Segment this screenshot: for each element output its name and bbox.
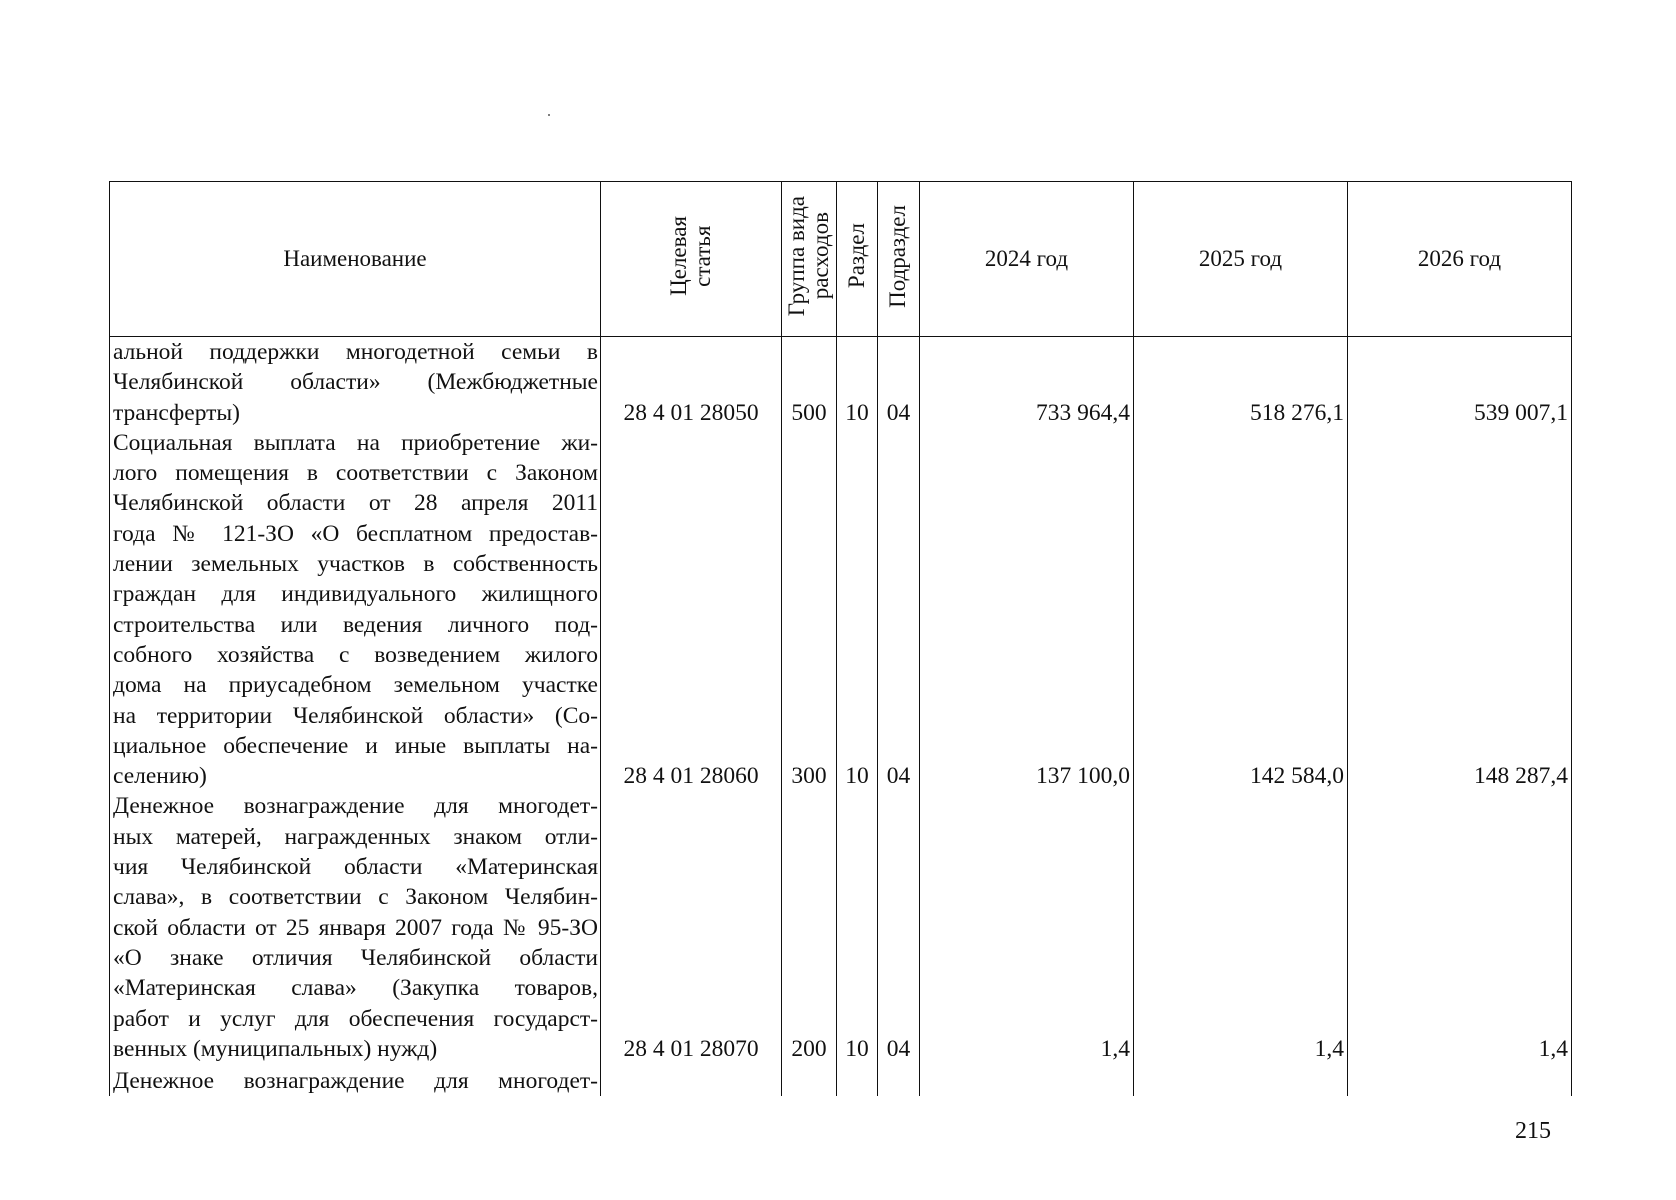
empty-cell <box>1348 1064 1572 1096</box>
row-target-article: 28 4 01 28050 <box>601 337 782 428</box>
header-expense-group-line1: Группа вида <box>783 195 809 317</box>
header-year-2026-label: 2026 год <box>1417 246 1502 271</box>
row-name-line: чия Челябинской области «Материнская <box>113 854 598 881</box>
header-target-article-label <box>667 216 715 296</box>
row-name-line: строительства или ведения личного под- <box>113 611 598 638</box>
header-name-label: Наименование <box>283 246 427 271</box>
row-target-article: 28 4 01 28060 <box>601 428 782 792</box>
row-name-line: лении земельных участков в собственность <box>113 551 598 578</box>
row-name-line: ных матерей, награжденных знаком отли- <box>113 823 598 850</box>
header-section <box>837 182 878 337</box>
header-subsection <box>878 182 920 337</box>
header-subsection-label: Подраздел <box>885 204 911 308</box>
header-section-label: Раздел <box>843 223 869 289</box>
empty-cell <box>837 1064 878 1096</box>
budget-table <box>109 181 1572 1096</box>
header-year-2024 <box>920 182 1134 337</box>
row-name-line: дома на приусадебном земельном участке <box>113 672 598 699</box>
row-name-line: «О знаке отличия Челябинской области <box>113 944 598 971</box>
row-name-line: Челябинской области от 28 апреля 2011 <box>113 490 598 517</box>
header-year-2025 <box>1134 182 1348 337</box>
table-row-continued <box>110 1064 1572 1096</box>
table-row <box>110 428 1572 792</box>
empty-cell <box>782 1064 837 1096</box>
row-name-line: Денежное вознаграждение для многодет- <box>113 1067 598 1094</box>
row-subsection: 04 <box>878 337 920 428</box>
header-name <box>110 182 601 337</box>
row-value-2025: 518 276,1 <box>1134 337 1348 428</box>
row-name-line: Денежное вознаграждение для многодет- <box>113 793 598 820</box>
page-number: 215 <box>1515 1118 1551 1144</box>
header-expense-group <box>782 182 837 337</box>
table-row <box>110 337 1572 428</box>
row-name-line: альной поддержки многодетной семьи в <box>113 339 598 365</box>
row-name-line: «Материнская слава» (Закупка товаров, <box>113 975 598 1002</box>
empty-cell <box>1134 1064 1348 1096</box>
row-name-cell <box>110 791 601 1064</box>
row-name-line: Социальная выплата на приобретение жи- <box>113 429 598 456</box>
row-name-line: на территории Челябинской области» (Со- <box>113 702 598 729</box>
row-name-line: циальное обеспечение и иные выплаты на- <box>113 732 598 759</box>
table-header-row <box>110 182 1572 337</box>
row-value-2024: 1,4 <box>920 791 1134 1064</box>
row-target-article: 28 4 01 28070 <box>601 791 782 1064</box>
row-name-cell <box>110 428 601 792</box>
table-body <box>110 337 1572 1097</box>
row-name-line: года № 121-ЗО «О бесплатном предостав- <box>113 520 598 547</box>
header-target-article <box>601 182 782 337</box>
row-name-cell <box>110 1064 601 1096</box>
row-expense-group: 500 <box>782 337 837 428</box>
row-name-line: слава», в соответствии с Законом Челябин- <box>113 884 598 911</box>
header-expense-group-label <box>785 196 833 316</box>
row-value-2026: 539 007,1 <box>1348 337 1572 428</box>
empty-cell <box>920 1064 1134 1096</box>
row-expense-group: 200 <box>782 791 837 1064</box>
header-year-2026 <box>1348 182 1572 337</box>
row-name-cell <box>110 337 601 428</box>
row-value-2024: 733 964,4 <box>920 337 1134 428</box>
row-name-line: ской области от 25 января 2007 года № 95-ЗО <box>113 914 598 941</box>
row-name-line: Челябинской области» (Межбюджетные <box>113 369 598 396</box>
row-value-2025: 142 584,0 <box>1134 428 1348 792</box>
row-name-line: граждан для индивидуального жилищного <box>113 581 598 608</box>
row-value-2025: 1,4 <box>1134 791 1348 1064</box>
row-name-line: работ и услуг для обеспечения государст- <box>113 1005 598 1032</box>
header-expense-group-line2: расходов <box>808 212 833 300</box>
row-name-line: венных (муниципальных) нужд) <box>113 1035 438 1062</box>
row-expense-group: 300 <box>782 428 837 792</box>
scan-speck <box>548 114 550 116</box>
header-year-2025-label: 2025 год <box>1198 246 1283 271</box>
row-name-line: трансферты) <box>113 399 241 426</box>
table-row <box>110 791 1572 1064</box>
empty-cell <box>878 1064 920 1096</box>
row-value-2024: 137 100,0 <box>920 428 1134 792</box>
row-section: 10 <box>837 791 878 1064</box>
row-name-line: селению) <box>113 763 207 790</box>
empty-cell <box>601 1064 782 1096</box>
row-name-line: собного хозяйства с возведением жилого <box>113 641 598 668</box>
row-value-2026: 1,4 <box>1348 791 1572 1064</box>
row-section: 10 <box>837 428 878 792</box>
header-target-article-line2: статья <box>690 225 715 287</box>
header-year-2024-label: 2024 год <box>984 246 1069 271</box>
row-section: 10 <box>837 337 878 428</box>
row-name-line: лого помещения в соответствии с Законом <box>113 460 598 487</box>
row-subsection: 04 <box>878 428 920 792</box>
row-value-2026: 148 287,4 <box>1348 428 1572 792</box>
header-target-article-line1: Целевая <box>665 216 691 296</box>
row-subsection: 04 <box>878 791 920 1064</box>
